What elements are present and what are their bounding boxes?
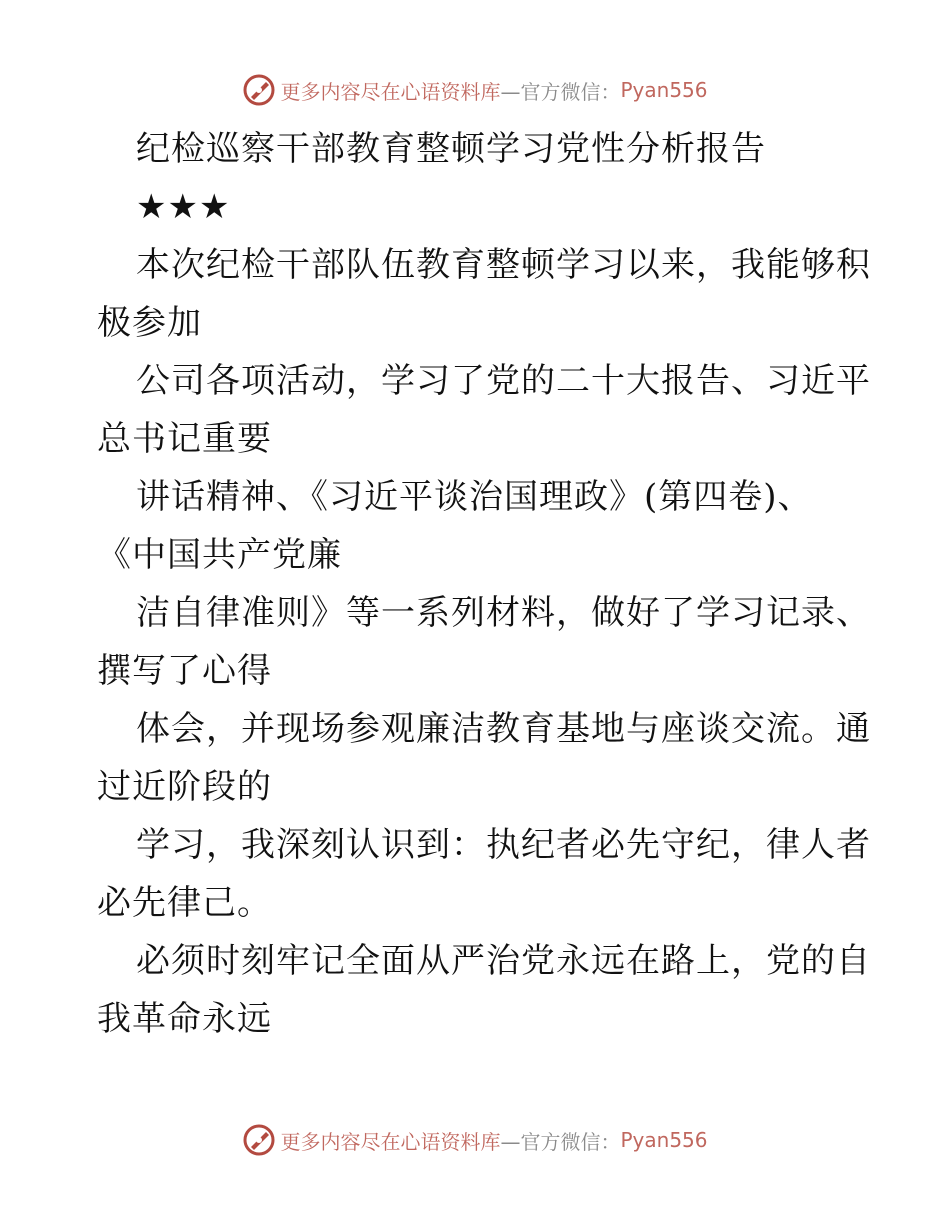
banner-text: 更多内容尽在心语资料库: [280, 79, 501, 104]
paragraph-line: 我革命永远: [97, 999, 272, 1039]
paragraph-line: 讲话精神、《习近平谈治国理政》(第四卷)、: [136, 477, 813, 517]
document-body: [97, 120, 871, 1048]
paragraph-line: 总书记重要: [97, 419, 272, 459]
brand-logo-icon: [242, 73, 276, 107]
paragraph-line: 必先律己。: [97, 883, 272, 923]
footer-banner: [0, 1120, 950, 1160]
paragraph-line: 极参加: [97, 303, 202, 343]
paragraph-line: 学习，我深刻认识到：执纪者必先守纪，律人者: [136, 825, 871, 865]
paragraph-line: 公司各项活动，学习了党的二十大报告、习近平: [136, 361, 871, 401]
banner-wechat-id: Pyan556: [620, 78, 708, 102]
paragraph-line: 洁自律准则》等一系列材料，做好了学习记录、: [136, 593, 871, 633]
paragraph-line: 必须时刻牢记全面从严治党永远在路上，党的自: [136, 941, 871, 981]
paragraph-line: 《中国共产党廉: [97, 535, 342, 575]
brand-logo-icon: [242, 1123, 276, 1157]
banner-separator: —官方微信：: [500, 1129, 621, 1154]
header-banner: [0, 70, 950, 110]
document-title: 纪检巡察干部教育整顿学习党性分析报告: [136, 129, 766, 169]
paragraph-line: 本次纪检干部队伍教育整顿学习以来，我能够积: [136, 245, 871, 285]
paragraph-line: 撰写了心得: [97, 651, 272, 691]
banner-text: 更多内容尽在心语资料库: [280, 1129, 501, 1154]
paragraph-line: 体会，并现场参观廉洁教育基地与座谈交流。通: [136, 709, 871, 749]
banner-wechat-id: Pyan556: [620, 1128, 708, 1152]
rating-stars: ★★★: [136, 187, 231, 227]
banner-separator: —官方微信：: [500, 79, 621, 104]
paragraph-line: 过近阶段的: [97, 767, 272, 807]
